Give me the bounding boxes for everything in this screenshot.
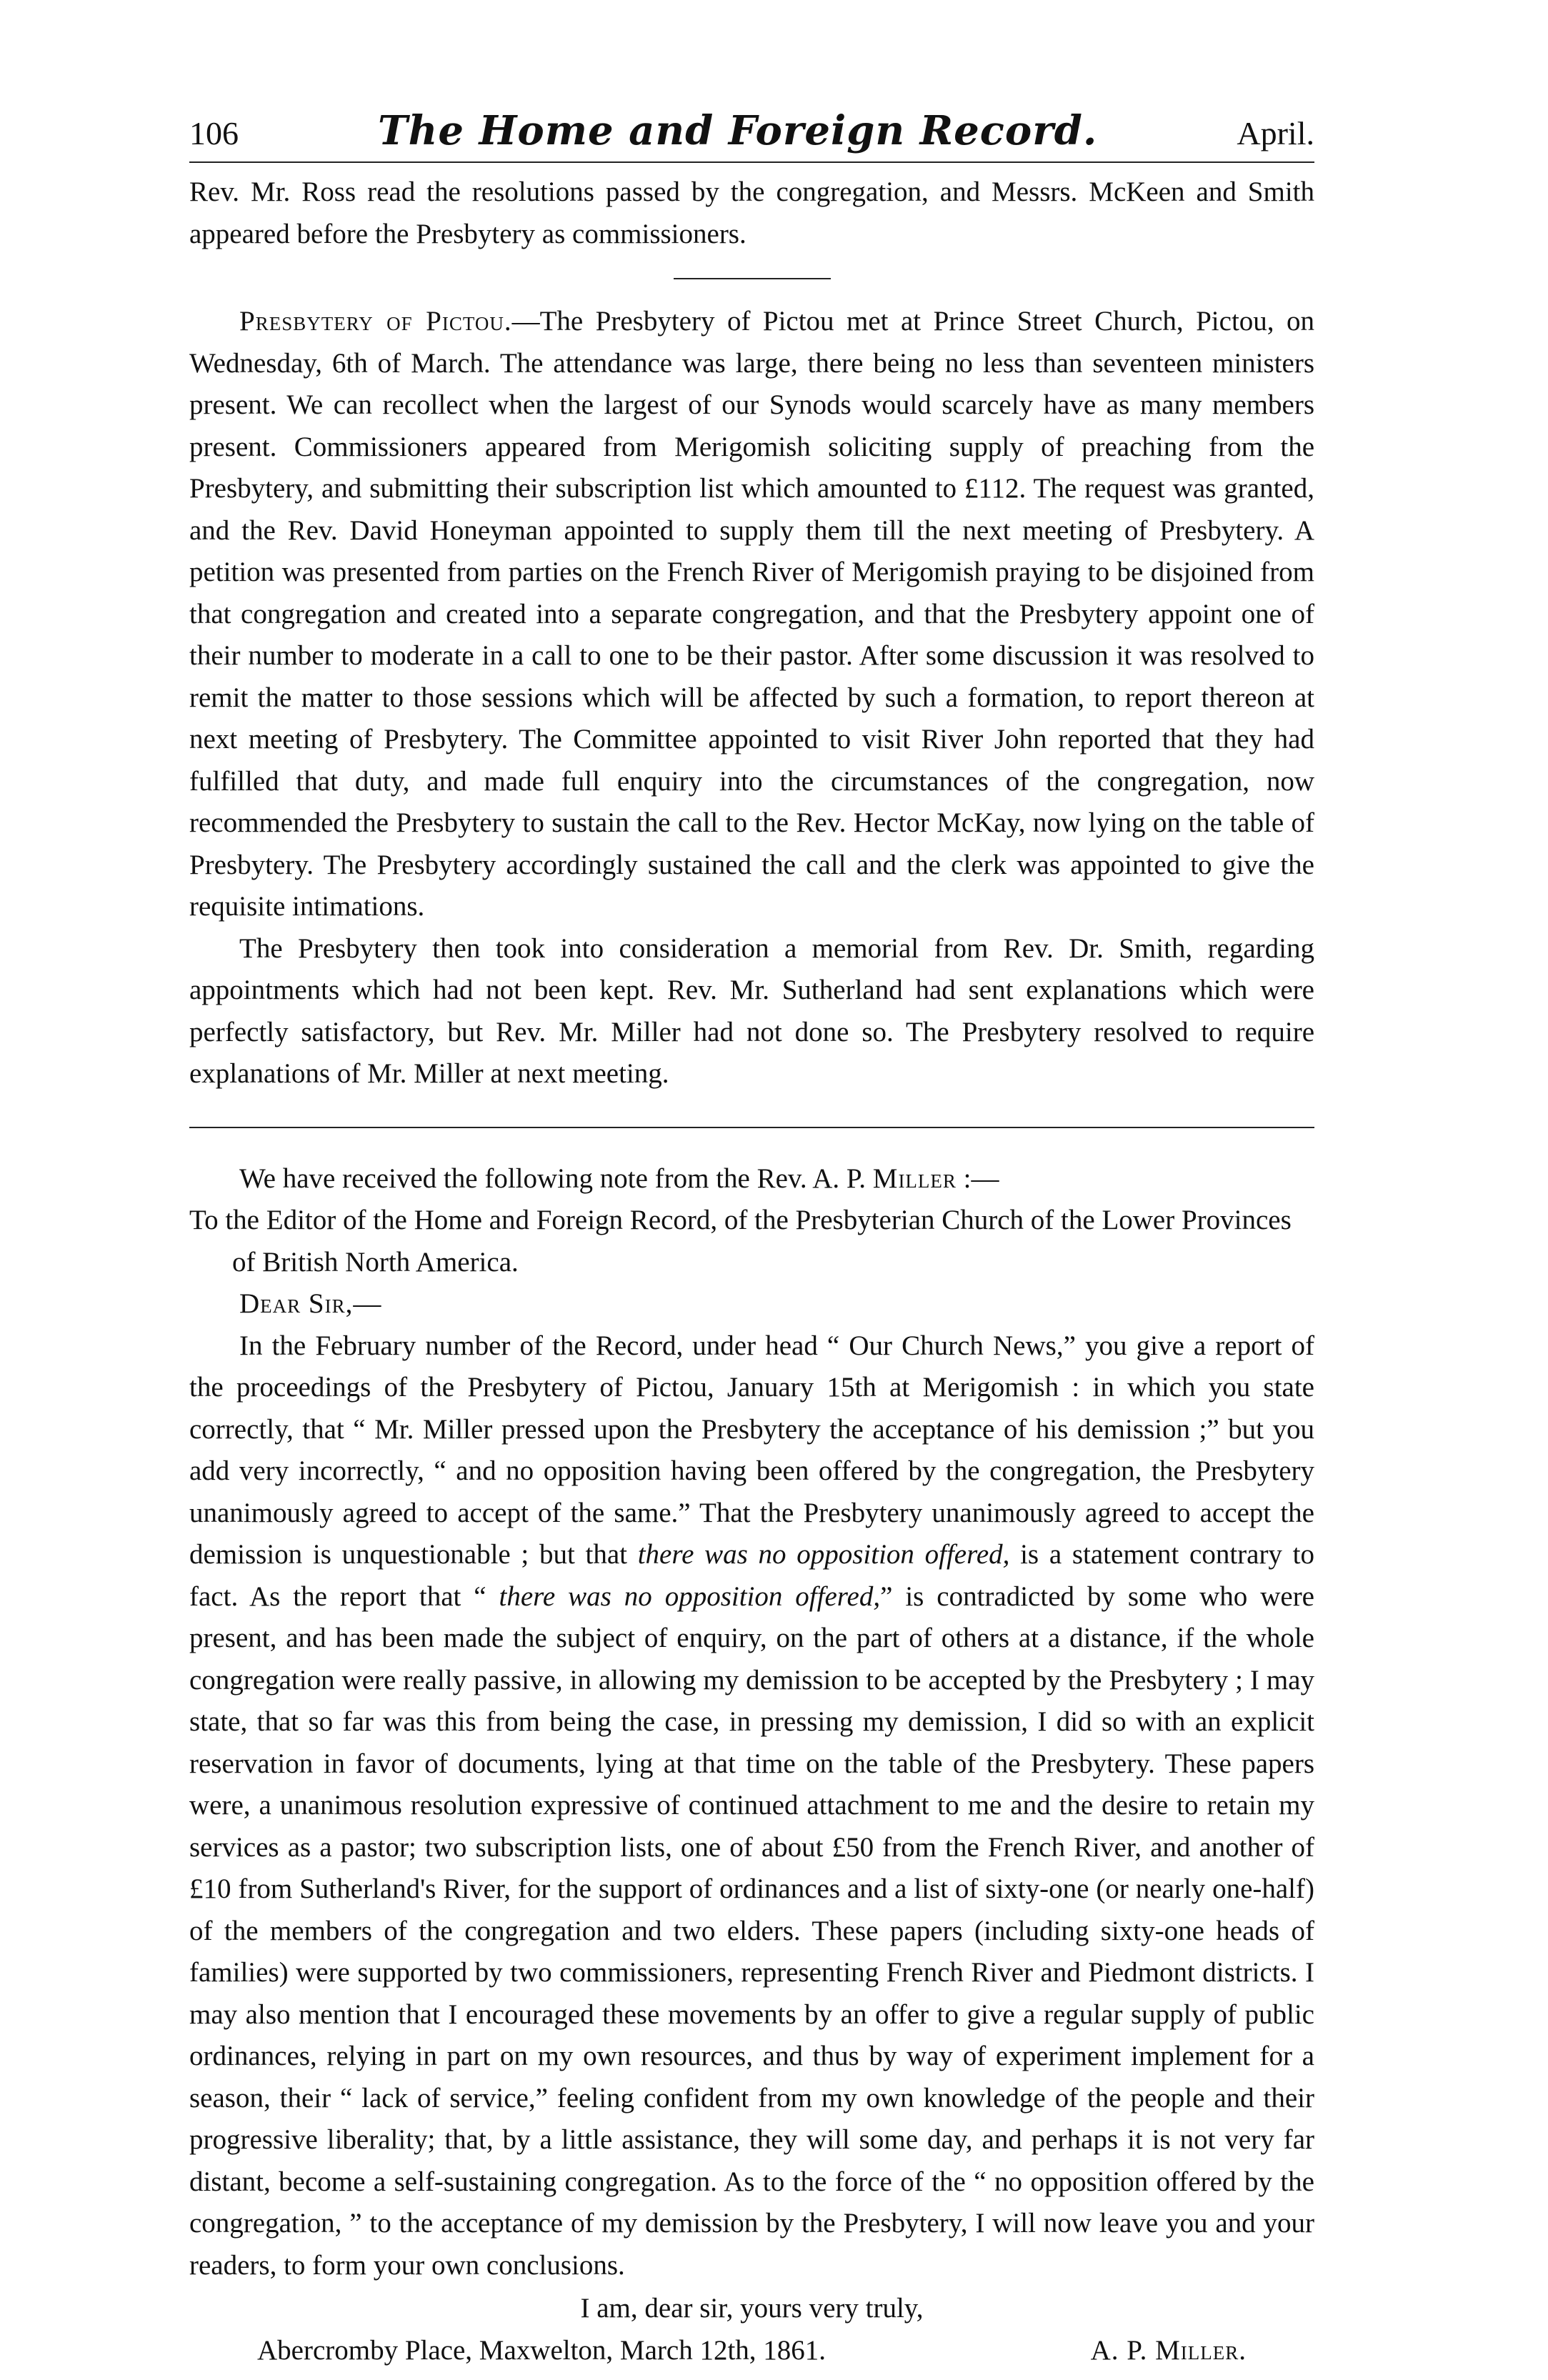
letter-closing: I am, dear sir, yours very truly, [580, 2293, 924, 2324]
pictou-paragraph-2: The Presbytery then took into consideration a memorial from Rev. Dr. Smith, regarding appointments which had not been kept. Rev. Mr. Sutherland had sent explanations which were perfectly satisfactory, but Rev. Mr. Miller had not done so. The Presbytery resolved to require explanations of Mr. Miller at next meeting. [189, 932, 1314, 1089]
intro-paragraph: Rev. Mr. Ross read the resolutions passed by the congregation, and Messrs. McKeen and Smith appeared before the Presbytery as commissioners. [189, 176, 1314, 249]
letter-intro-end: :— [956, 1162, 999, 1194]
letter-body-part1: In the February number of the Record, under head “ Our Church News,” you give a report of the proceedings of the Presbytery of Pictou, January 15th at Merigomish : in which you state correctly, that “ Mr. Miller pressed upon the Presbytery the acceptance of his demission ;” but you add very incorrectly, “ and no opposition having been offered by the congregation, the Presbytery unanimously agreed to accept of the same.” That the Presbytery unanimously agreed to accept the demission is unquestionable ; but that [189, 1330, 1314, 1570]
letter-body-part3: ” is contradicted by some who were present, and has been made the subject of enquiry, on the part of others at a distance, if the whole congregation were really passive, in allowing my demission to be accepted by the Presbytery ; I may state, that so far was this from being the case, in pressing my demission, I did so with an explicit reservation in favor of documents, lying at that time on the table of the Presbytery. These papers were, a unanimous resolution expressive of continued attachment to me and the desire to retain my services as a pastor; two subscription lists, one of about £50 from the French River, and another of £10 from Sutherland's River, for the support of ordinances and a list of sixty-one (or nearly one-half) of the members of the congregation and two elders. These papers (including sixty-one heads of families) were supported by two commissioners, representing French River and Piedmont districts. I may also mention that I encouraged these movements by an offer to give a regular supply of public ordinances, relying in part on my own resources, and thus by way of experiment implement for a season, their “ lack of service,” feeling confident from my own knowledge of the people and their progressive liberality; that, by a little assistance, they will some day, and perhaps it is not very far distant, become a self-sustaining congregation. As to the force of the “ no opposition offered by the congregation, ” to the acceptance of my demission by the Presbytery, I will now leave you and your readers, to form your own conclusions. [189, 1580, 1314, 2281]
letter-body [189, 1325, 1314, 2287]
letter-italic-phrase-2: there was no opposition offered, [499, 1580, 881, 1612]
pictou-text: —The Presbytery of Pictou met at Prince Street Church, Pictou, on Wednesday, 6th of March. The attendance was large, there being no less than seventeen ministers present. We can recollect when the largest of our Synods would scarcely have as many members present. Commissioners appeared from Merigomish soliciting supply of preaching from the Presbytery, and submitting their subscription list which amounted to £112. The request was granted, and the Rev. David Honeyman appointed to supply them till the next meeting of Presbytery. A petition was presented from parties on the French River of Merigomish praying to be disjoined from that congregation and created into a separate congregation, and that the Presbytery appoint one of their number to moderate in a call to one to be their pastor. After some discussion it was resolved to remit the matter to those sessions which will be affected by such a formation, to report thereon at next meeting of Presbytery. The Committee appointed to visit River John reported that they had fulfilled that duty, and made full enquiry into the circumstances of the congregation, now recommended the Presbytery to sustain the call to the Rev. Hector McKay, now lying on the table of Presbytery. The Presbytery accordingly sustained the call and the clerk was appointed to give the requisite intimations. [189, 306, 1314, 922]
page-header [189, 107, 1314, 163]
letter-body-part2: is a statement contrary to fact. As the report that “ [189, 1539, 1314, 1612]
page-month: April. [1237, 115, 1314, 151]
letter-signature: A. P. Miller. [1090, 2334, 1247, 2366]
journal-title: The Home and Foreign Record. [377, 107, 1098, 154]
page-number: 106 [189, 115, 239, 151]
letter-intro-text: We have received the following note from the Rev. A. P. [239, 1162, 873, 1194]
letter-salutation: Dear Sir,— [239, 1288, 382, 1319]
article-body [189, 171, 1314, 2371]
letter-intro-name: Miller [872, 1162, 957, 1194]
letter-intro [189, 1158, 1314, 1200]
pictou-paragraph [189, 301, 1314, 928]
section-divider [674, 278, 831, 279]
signature-line [189, 2330, 1314, 2372]
letter-addressee: To the Editor of the Home and Foreign Record, of the Presbyterian Church of the Lower Provinces of British North America. [189, 1205, 1292, 1278]
letter-address: Abercromby Place, Maxwelton, March 12th, 1861. [257, 2334, 827, 2366]
pictou-heading: Presbytery of Pictou. [239, 306, 512, 337]
letter-divider [189, 1127, 1314, 1128]
letter-italic-phrase: there was no opposition offered, [637, 1539, 1010, 1570]
